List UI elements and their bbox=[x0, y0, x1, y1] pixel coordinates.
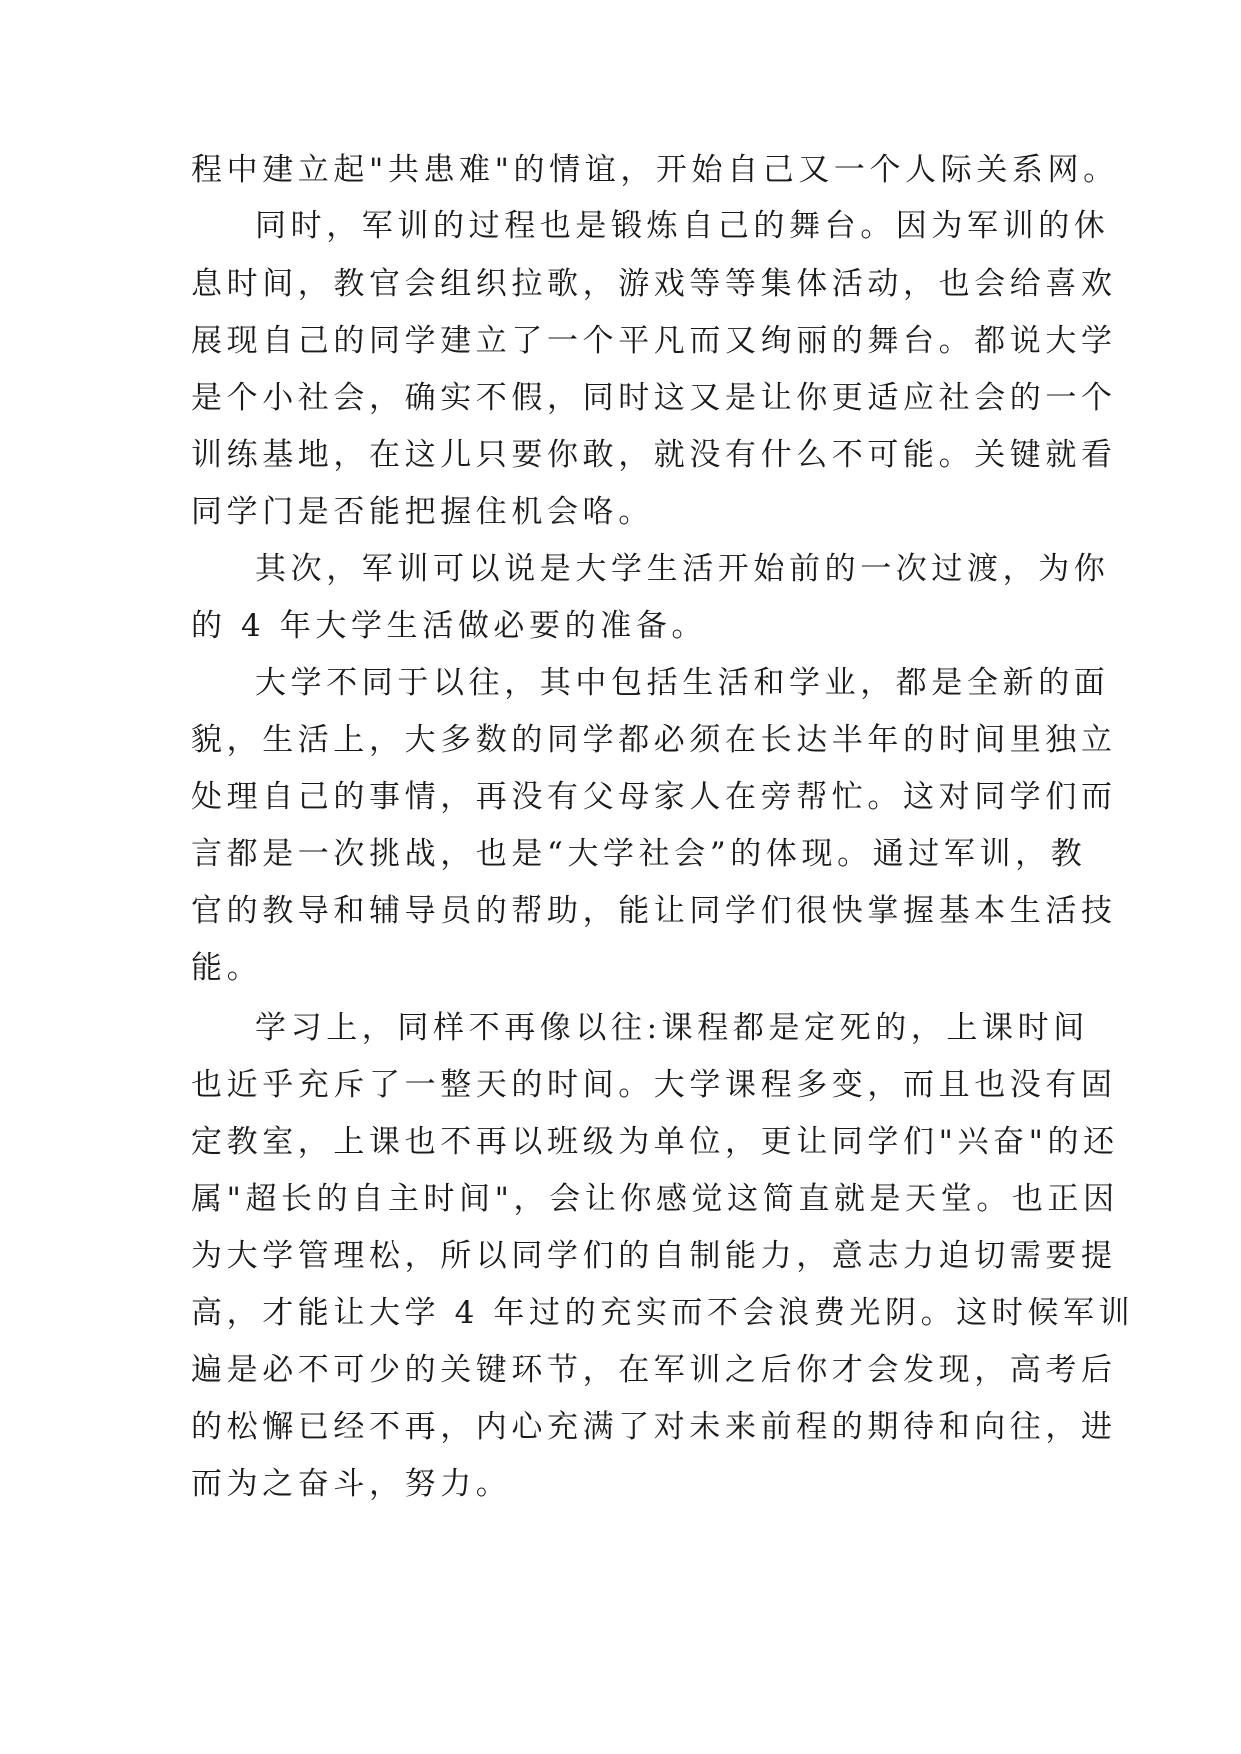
text-line-11: 貌，生活上，大多数的同学都必须在长达半年的时间里独立 bbox=[191, 722, 1117, 758]
text-line-24: 而为之奋斗，努力。 bbox=[191, 1466, 512, 1502]
text-line-18: 定教室，上课也不再以班级为单位，更让同学们"兴奋"的还 bbox=[191, 1124, 1119, 1160]
text-line-1: 程中建立起"共患难"的情谊，开始自己又一个人际关系网。 bbox=[191, 152, 1119, 188]
text-line-21: 高，才能让大学 4 年过的充实而不会浪费光阴。这时候军训 bbox=[191, 1295, 1135, 1331]
text-line-19: 属"超长的自主时间"，会让你感觉这简直就是天堂。也正因 bbox=[191, 1181, 1119, 1217]
text-line-22: 遍是必不可少的关键环节，在军训之后你才会发现，高考后 bbox=[191, 1352, 1117, 1388]
text-line-9: 的 4 年大学生活做必要的准备。 bbox=[191, 608, 708, 644]
text-line-3: 息时间，教官会组织拉歌，游戏等等集体活动，也会给喜欢 bbox=[191, 266, 1117, 302]
text-line-15: 能。 bbox=[191, 950, 263, 986]
text-line-8: 其次，军训可以说是大学生活开始前的一次过渡，为你 bbox=[255, 551, 1110, 587]
text-line-16: 学习上，同样不再像以往:课程都是定死的，上课时间 bbox=[255, 1010, 1089, 1046]
text-line-4: 展现自己的同学建立了一个平凡而又绚丽的舞台。都说大学 bbox=[191, 323, 1117, 359]
text-line-5: 是个小社会，确实不假，同时这又是让你更适应社会的一个 bbox=[191, 380, 1117, 416]
text-line-20: 为大学管理松，所以同学们的自制能力，意志力迫切需要提 bbox=[191, 1238, 1117, 1274]
text-line-6: 训练基地，在这儿只要你敢，就没有什么不可能。关键就看 bbox=[191, 437, 1117, 473]
text-line-13: 言都是一次挑战，也是“大学社会”的体现。通过军训，教 bbox=[191, 836, 1087, 872]
text-line-10: 大学不同于以往，其中包括生活和学业，都是全新的面 bbox=[255, 665, 1110, 701]
text-line-23: 的松懈已经不再，内心充满了对未来前程的期待和向往，进 bbox=[191, 1409, 1117, 1445]
text-line-17: 也近乎充斥了一整天的时间。大学课程多变，而且也没有固 bbox=[191, 1067, 1117, 1103]
text-line-12: 处理自己的事情，再没有父母家人在旁帮忙。这对同学们而 bbox=[191, 779, 1117, 815]
text-line-7: 同学门是否能把握住机会咯。 bbox=[191, 494, 654, 530]
text-line-2: 同时，军训的过程也是锻炼自己的舞台。因为军训的休 bbox=[255, 208, 1110, 244]
text-line-14: 官的教导和辅导员的帮助，能让同学们很快掌握基本生活技 bbox=[191, 893, 1117, 929]
